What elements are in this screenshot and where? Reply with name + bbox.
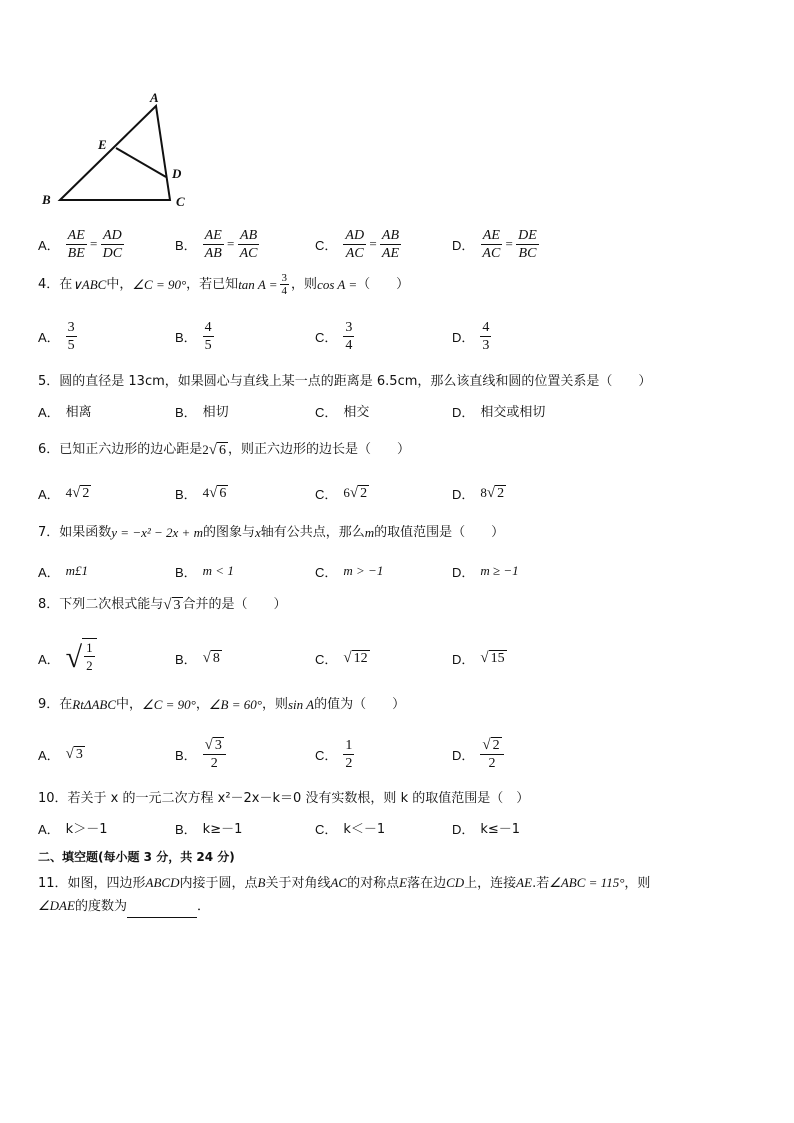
q7-option-d[interactable] [452,556,519,586]
q6-option-a[interactable] [38,478,91,508]
q7-x: x [254,525,261,540]
option-text: k＞－1 [65,822,108,837]
q3-option-d[interactable] [452,220,539,268]
question-5: 5．圆的直径是 13cm，如果圆心与直线上某一点的距离是 6.5cm，那么该直线和圆的位置关系是（ ） [38,374,652,389]
q11-text: 的度数为 [74,899,127,914]
triangle-figure [36,84,196,212]
denominator: 3 [482,337,490,353]
radicand: 2 [492,737,500,753]
q9-option-d[interactable] [452,730,504,778]
q11-b: B [257,875,266,890]
radicand: 2 [360,485,368,501]
option-label: A． [38,564,60,580]
option-text: 相离 [65,405,92,420]
option-text: k＜－1 [343,822,386,837]
q7-option-a[interactable] [38,556,88,586]
q10-option-c[interactable] [315,815,385,845]
denominator: 5 [204,337,212,353]
fraction [343,319,354,354]
q3-option-b[interactable] [175,220,260,268]
option-label: D． [452,486,475,502]
q7-function: y = −x² − 2x + m [111,525,203,540]
option-label: B． [175,822,197,837]
q9-text: ， [195,697,209,712]
option-label: B． [175,237,197,253]
numerator: 3 [67,319,75,335]
radical: √ 2 [486,484,505,501]
option-label: D． [452,405,475,420]
denominator: 2 [86,658,93,673]
fraction [203,736,226,771]
fraction [66,319,77,354]
option-text: m > −1 [343,563,384,578]
q8-option-c[interactable] [315,634,370,682]
radicand: 3 [173,597,181,613]
q4-text: 4．在 [38,276,73,292]
q10-options [38,815,598,845]
q6-option-b[interactable] [175,478,228,508]
q4-text: 中， [106,276,133,292]
q6-option-c[interactable] [315,478,369,508]
equals-sign: = [86,236,101,251]
numerator: 4 [482,319,490,335]
equals-sign: = [366,236,380,251]
numerator: 4 [204,319,212,335]
q7-options [38,556,598,586]
triangle-abc [60,106,170,200]
option-label: A． [38,405,60,420]
numerator: AE [482,227,500,243]
radicand: 2 [82,485,90,501]
fraction [480,227,502,262]
question-10: 10．若关于 x 的一元二次方程 x²－2x－k＝0 没有实数根，则 k 的取值范围是（ ） [38,791,530,806]
q7-option-c[interactable] [315,556,383,586]
q8-option-a[interactable] [38,634,97,682]
radical: √ 15 [480,649,505,666]
vertex-label-c: C [176,194,185,209]
q3-option-c[interactable] [315,220,401,268]
q11-text: 11．如图，四边形 [38,876,146,891]
option-text: m£1 [65,563,89,578]
q11-text: ． [196,899,210,914]
option-label: A． [38,651,60,667]
q4-tan: tan A = [238,276,278,292]
option-label: C． [315,564,338,580]
q9-text: 中， [116,697,143,712]
fraction [343,227,366,262]
denominator: AE [381,245,400,261]
option-text: k≥－1 [202,822,243,837]
denominator: AC [482,245,501,261]
option-label: D． [452,822,475,837]
vertex-label-e: E [98,137,107,152]
numerator: AE [67,227,85,243]
q11-quad: ABCD [145,875,180,890]
numerator: AD [103,227,122,243]
option-label: A． [38,329,60,345]
fraction [380,227,401,262]
radical: √ 12 [343,649,368,666]
question-9 [38,695,764,715]
q7-text: 轴有公共点，那么 [260,525,365,540]
fraction [203,227,224,262]
q6-coefficient: 2 [202,442,209,457]
q5-options [38,398,598,428]
q8-option-d[interactable] [452,634,507,682]
q9-option-b[interactable] [175,730,226,778]
radical: √ 8 [202,649,220,666]
q4-option-c[interactable] [315,312,354,360]
radical: √ 2 [349,484,368,501]
option-label: D． [452,564,475,580]
radicand: 2 [497,485,505,501]
q9-text: 的值为（ ） [314,697,406,712]
q5-option-c[interactable] [315,398,369,428]
coefficient: 4 [65,485,73,500]
fraction [66,227,87,262]
q11-text: 的对称点 [347,876,400,891]
radical: √ 2 [72,484,90,501]
q8-option-b[interactable] [175,634,222,682]
q4-triangle: ∨ABC [72,276,107,292]
q9-option-a[interactable] [38,730,85,778]
option-label: A． [38,747,60,763]
coefficient: 4 [202,485,210,500]
q3-options [38,220,598,268]
q11-text: 内接于圆，点 [179,876,258,891]
q4-option-d[interactable] [452,312,491,360]
fraction [101,227,124,262]
q7-text: 的图象与 [202,525,255,540]
fraction [203,319,214,354]
option-label: A． [38,822,60,837]
option-text: 相交 [343,405,370,420]
q11-ac: AC [330,875,348,890]
option-label: C． [315,405,338,420]
q8-options [38,634,598,682]
option-label: B． [175,747,197,763]
option-label: B． [175,651,197,667]
q4-option-a[interactable] [38,312,77,360]
denominator: 4 [281,285,288,297]
option-label: B． [175,564,197,580]
option-text: 相交或相切 [480,405,546,420]
question-4 [38,272,764,297]
q4-text: ，则 [291,276,318,292]
option-label: A． [38,237,60,253]
question-6 [38,440,764,460]
q9-options [38,730,598,778]
q11-ae: AE [516,875,533,890]
denominator: 2 [210,755,218,771]
radical-fraction: √ $\frac{1}{2}$ [66,638,97,678]
equals-sign: = [223,236,238,251]
numerator: 1 [345,737,353,753]
q10-option-d[interactable] [452,815,520,845]
q11-cd: CD [446,875,465,890]
numerator: 1 [86,640,93,655]
q6-option-d[interactable] [452,478,506,508]
q4-fraction [280,272,290,297]
denominator: 2 [488,755,496,771]
q4-text: ，若已知 [186,276,239,292]
denominator: AC [239,245,258,261]
q11-e: E [399,875,408,890]
question-7 [38,523,764,543]
q4-angle: ∠C = 90° [132,276,187,292]
numerator: AB [240,227,258,243]
option-label: B． [175,405,197,420]
q11-text: 关于对角线 [265,876,331,891]
numerator: 3 [345,319,353,335]
fraction [84,639,95,674]
denominator: DC [102,245,123,261]
vertex-label-a: A [150,90,159,105]
fraction [480,736,503,771]
vertex-label-d: D [172,166,182,181]
option-text: k≤－1 [480,822,521,837]
q4-options [38,312,598,360]
option-label: D． [452,651,475,667]
q5-option-a[interactable] [38,398,92,428]
option-label: C． [315,486,338,502]
option-label: B． [175,486,197,502]
q10-option-b[interactable] [175,815,242,845]
q9-text: ，则 [261,697,288,712]
option-text: 相切 [202,405,229,420]
coefficient: 6 [343,485,350,500]
fraction [480,319,491,354]
radicand: 8 [212,650,220,666]
vertex-label-b: B [42,192,51,207]
question-11 [38,872,764,918]
radicand: 3 [214,737,222,753]
q9-triangle: RtΔABC [72,697,117,712]
option-label: D． [452,237,475,253]
q6-text: ，则正六边形的边长是（ ） [228,442,411,457]
denominator: BC [518,245,537,261]
option-label: A． [38,486,60,502]
option-text: m ≥ −1 [480,563,519,578]
denominator: AB [204,245,222,261]
q11-text: 上，连接 [464,876,517,891]
denominator: BE [67,245,85,261]
fraction [516,227,539,262]
option-label: C． [315,237,338,253]
radical: √ 2 [482,736,500,753]
q11-text: ，则 [624,876,651,891]
q7-text: 7．如果函数 [38,525,112,540]
numerator: AB [381,227,400,243]
q8-text: 合并的是（ ） [182,597,287,612]
option-label: D． [452,747,475,763]
numerator: AD [345,227,365,243]
q9-text: 9．在 [38,697,73,712]
radicand: 3 [75,746,83,762]
segment-ed [116,148,166,177]
denominator: AC [345,245,364,261]
q8-radical: √ 3 [163,596,181,613]
answer-blank[interactable] [127,903,197,918]
q11-text: .若 [532,876,550,891]
option-label: D． [452,329,475,345]
triangle-diagram [36,84,196,212]
q6-radical: √ 6 [208,441,227,458]
radicand: 15 [490,650,505,666]
denominator: 5 [67,337,75,353]
radical: √ 3 [65,745,83,762]
radicand: 6 [219,485,227,501]
equals-sign: = [502,236,517,251]
q8-text: 8．下列二次根式能与 [38,597,164,612]
q5-option-d[interactable] [452,398,545,428]
q9-angle-c: ∠C = 90° [142,697,196,712]
coefficient: 8 [480,485,487,500]
numerator: DE [518,227,537,243]
q10-option-a[interactable] [38,815,107,845]
q7-option-b[interactable] [175,556,234,586]
q3-option-a[interactable] [38,220,124,268]
q11-text: 落在边 [407,876,447,891]
radical: √ 6 [209,484,227,501]
option-label: C． [315,747,338,763]
section-heading-fill-in: 二、填空题(每小题 3 分，共 24 分) [38,850,235,864]
question-8 [38,595,764,615]
q4-cos: cos A = [317,276,358,292]
q9-sin: sin A [287,697,315,712]
option-label: B． [175,329,197,345]
denominator: 2 [345,755,353,771]
radicand: 12 [353,650,368,666]
q4-option-b[interactable] [175,312,214,360]
radicand: 6 [219,442,227,458]
fraction [238,227,260,262]
option-label: C． [315,651,338,667]
q7-text: 的取值范围是（ ） [374,525,505,540]
q6-options [38,478,598,508]
fraction [343,737,354,772]
q11-angle: ∠ABC = 115° [549,875,625,890]
numerator: AE [204,227,222,243]
option-text: m < 1 [202,563,234,578]
q9-angle-b: ∠B = 60° [208,697,262,712]
q4-text: （ ） [357,276,410,292]
q9-option-c[interactable] [315,730,354,778]
denominator: 4 [345,337,353,353]
q11-dae: ∠DAE [38,898,75,913]
q5-option-b[interactable] [175,398,229,428]
option-label: C． [315,822,338,837]
option-label: C． [315,329,338,345]
numerator: 3 [281,272,288,284]
q7-m: m [364,525,375,540]
q6-text: 6．已知正六边形的边心距是 [38,442,203,457]
radical: √ 3 [204,736,222,753]
